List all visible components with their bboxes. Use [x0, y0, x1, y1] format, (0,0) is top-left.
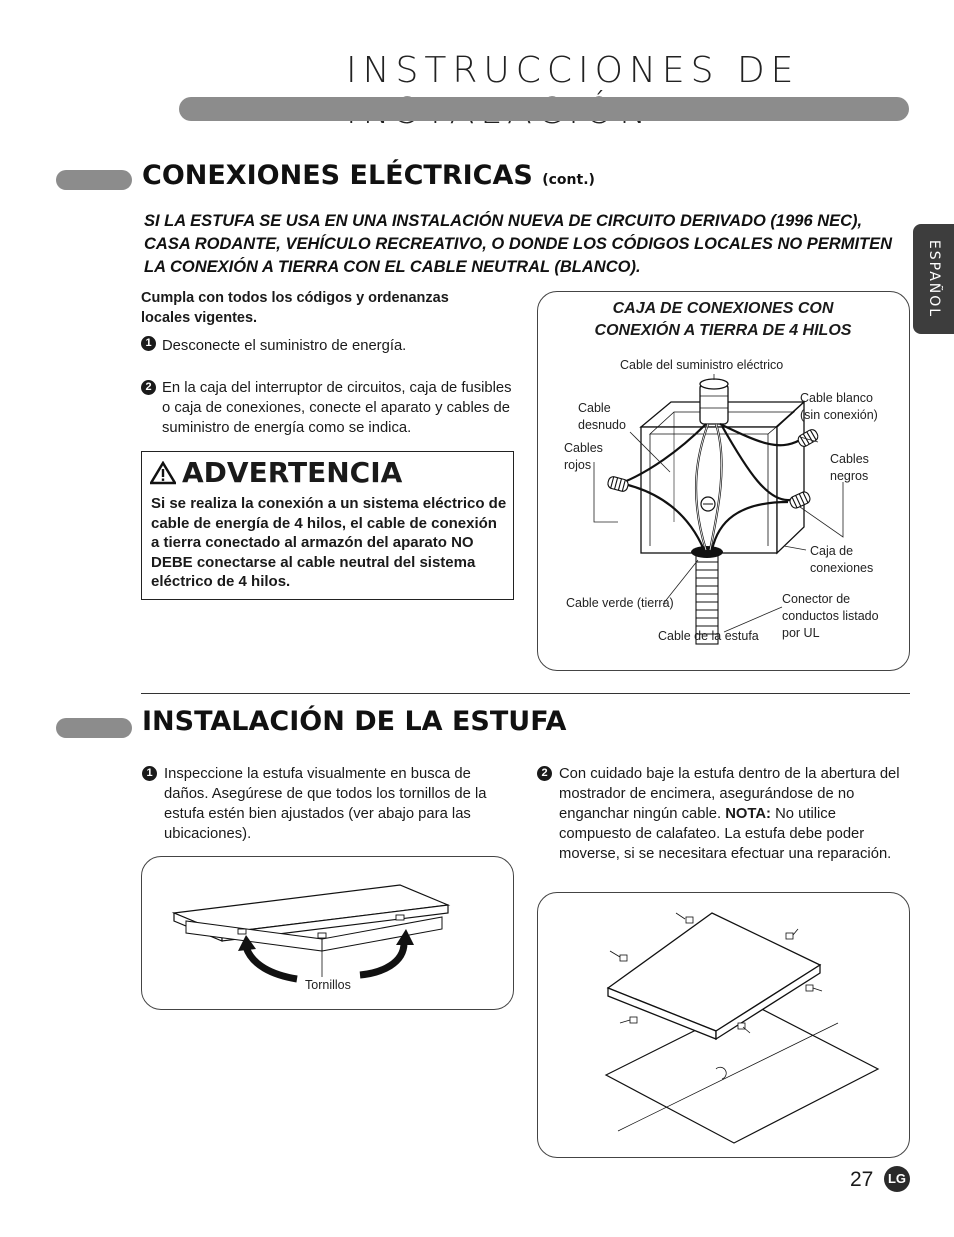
section-divider: [141, 693, 910, 694]
label-red-cables: Cables rojos: [564, 441, 603, 472]
warning-title: [150, 456, 402, 489]
warning-title-text: ADVERTENCIA: [182, 456, 403, 489]
title-bar: [179, 97, 909, 121]
note-text: No utilice compuesto de calafateo. La estufa debe poder moverse, si se necesitara efectuar una reparación.: [559, 806, 892, 862]
label-bare-cable: Cable desnudo: [578, 401, 626, 432]
section-title-installation: INSTALACIÓN DE LA ESTUFA: [142, 706, 567, 737]
step-1: [141, 336, 511, 356]
junction-box-diagram: [537, 291, 910, 671]
page-title: INSTRUCCIONES DE: [346, 50, 800, 91]
warning-box: [141, 451, 514, 600]
diagram-title: CAJA DE CONEXIONES CON CONEXIÓN A TIERRA DE 4 HILOS: [594, 300, 852, 339]
install-step-2: [537, 764, 905, 864]
step-number: 2: [537, 766, 552, 781]
section-pill: [56, 718, 132, 738]
note-label: NOTA:: [725, 806, 771, 822]
step-number: 1: [141, 336, 156, 351]
step-number: 1: [142, 766, 157, 781]
page-number: 27: [850, 1168, 874, 1191]
warning-triangle-icon: [150, 461, 176, 485]
step-text: [559, 764, 905, 864]
step-2: [141, 378, 513, 438]
screws-diagram: [141, 856, 514, 1010]
label-junction-box: Caja de conexiones: [810, 544, 874, 575]
install-step-1: [142, 764, 512, 844]
lg-logo: LG: [884, 1166, 910, 1192]
section-title-text: CONEXIONES ELÉCTRICAS: [142, 160, 533, 191]
label-range-cable: Cable de la estufa: [658, 629, 759, 643]
warning-text: Si se realiza la conexión a un sistema eléctrico de cable de energía de 4 hilos, el cable de conexión a tierra conectado al armazón del aparato NO DEBE conectarse al cable neutral del sistema eléctrico de 4 hilos.: [151, 495, 507, 590]
language-tab-label: ESPAÑOL: [925, 239, 942, 319]
label-white-cable: Cable blanco (sin conexión): [800, 391, 878, 422]
label-black-cables: Cables negros: [830, 452, 869, 483]
section-pill: [56, 170, 132, 190]
step-text: Desconecte el suministro de energía.: [162, 338, 407, 354]
language-tab: [913, 224, 954, 334]
label-green-cable: Cable verde (tierra): [566, 596, 674, 610]
step-2-text: Con cuidado baje la estufa dentro de la abertura del mostrador de encimera, asegurándose de no enganchar ningún cable.: [559, 766, 900, 822]
step-text: Inspeccione la estufa visualmente en busca de daños. Asegúrese de que todos los tornillos de la estufa estén bien ajustados (ver abajo para las ubicaciones).: [164, 766, 487, 842]
step-number: 2: [141, 380, 156, 395]
intro-text: SI LA ESTUFA SE USA EN UNA INSTALACIÓN NUEVA DE CIRCUITO DERIVADO (1996 NEC), CASA RODANTE, VEHÍCULO RECREATIVO, O DONDE LOS CÓDIGOS LOCALES NO PERMITEN LA CONEXIÓN A TIERRA CON EL CABLE NEUTRAL (BLANCO).: [144, 212, 893, 276]
install-diagram: [537, 892, 910, 1158]
comply-text: Cumpla con todos los códigos y ordenanzas locales vigentes.: [141, 290, 449, 326]
label-screws: Tornillos: [305, 978, 351, 992]
section-title-electrical: [142, 160, 595, 191]
step-text: En la caja del interruptor de circuitos, caja de fusibles o caja de conexiones, conecte el aparato y cables de suministro de energía como se indica.: [162, 380, 512, 436]
cooktop-countertop-illustration: [538, 893, 911, 1159]
label-supply-cable: Cable del suministro eléctrico: [620, 358, 784, 372]
section-title-suffix: (cont.): [542, 172, 595, 188]
label-conduit-connector: Conector de conductos listado por UL: [782, 592, 879, 640]
